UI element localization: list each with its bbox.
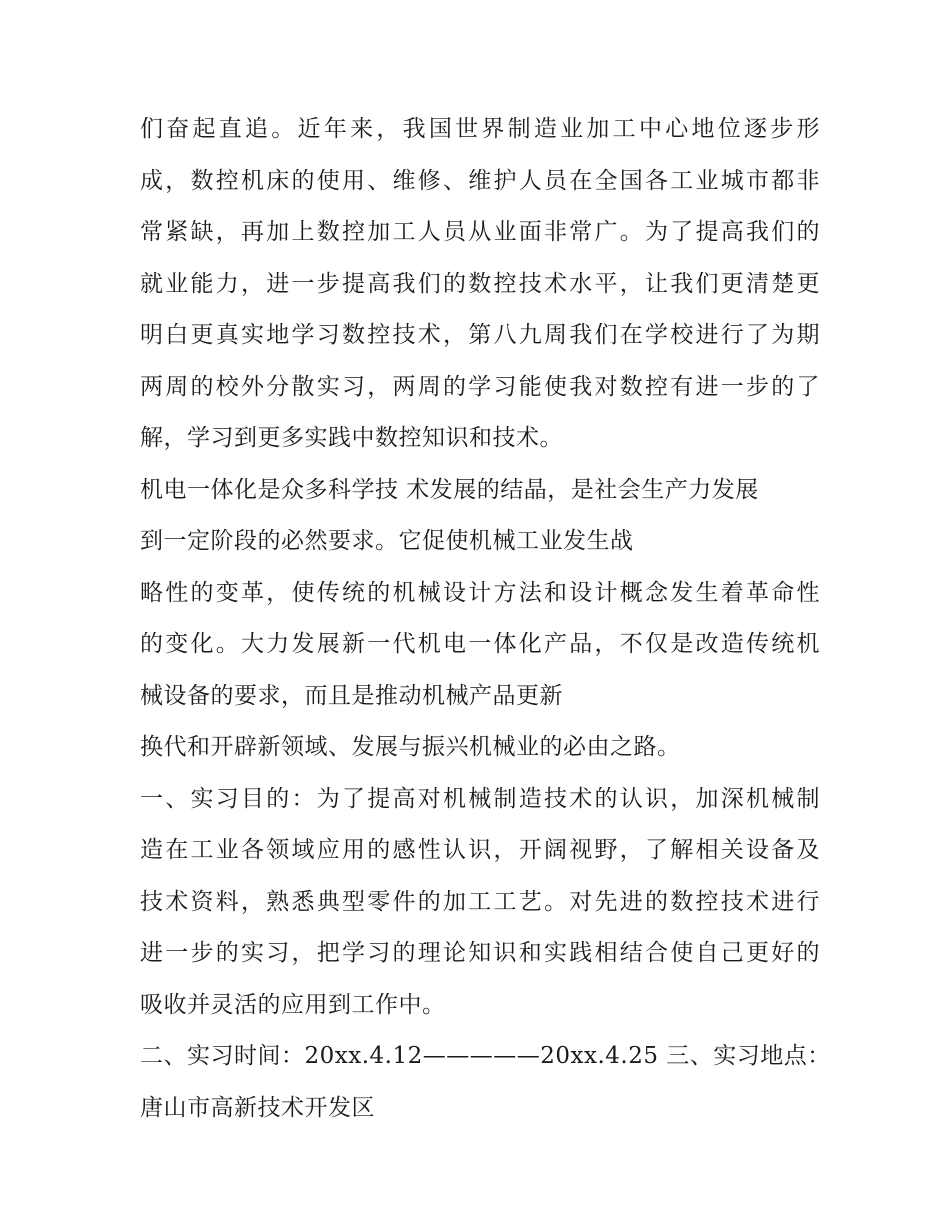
text-line: 成，数控机床的使用、维修、维护人员在全国各工业城市都非 <box>140 167 820 194</box>
text-line: 造在工业各领域应用的感性认识，开阔视野，了解相关设备及 <box>140 837 820 863</box>
text-line: 常紧缺，再加上数控加工人员从业面非常广。为了提高我们的 <box>140 219 820 245</box>
text-line: 就业能力，进一步提高我们的数控技术水平，让我们更清楚更 <box>140 270 820 297</box>
text-line: 换代和开辟新领域、发展与振兴机械业的必由之路。 <box>140 734 681 760</box>
text-line: 进一步的实习，把学习的理论知识和实践相结合使自己更好的 <box>140 940 820 966</box>
text-line: 一、实习目的：为了提高对机械制造技术的认识，加深机械制 <box>140 785 820 812</box>
text-line: 两周的校外分散实习，两周的学习能使我对数控有进一步的了 <box>140 373 820 400</box>
document-body <box>140 104 831 1134</box>
text-line: 技术资料，熟悉典型零件的加工工艺。对先进的数控技术进行 <box>140 888 820 915</box>
text-line: 明白更真实地学习数控技术，第八九周我们在学校进行了为期 <box>140 322 820 348</box>
text-line: 唐山市高新技术开发区 <box>140 1094 375 1121</box>
text-line: 械设备的要求，而且是推动机械产品更新 <box>140 682 563 709</box>
text-line: 的变化。大力发展新一代机电一体化产品，不仅是改造传统机 <box>140 631 820 657</box>
text-line: 吸收并灵活的应用到工作中。 <box>140 991 446 1018</box>
text-line: 们奋起直追。近年来，我国世界制造业加工中心地位逐步形 <box>140 116 820 142</box>
text-line: 略性的变革，使传统的机械设计方法和设计概念发生着革命性 <box>140 579 820 606</box>
text-line: 解，学习到更多实践中数控知识和技术。 <box>140 425 563 451</box>
text-line: 到一定阶段的必然要求。它促使机械工业发生战 <box>140 528 634 554</box>
text-line: 机电一体化是众多科学技 术发展的结晶，是社会生产力发展 <box>140 476 759 503</box>
text-line: 二、实习时间：20xx.4.12—————20xx.4.25 三、实习地点： <box>140 1043 831 1069</box>
